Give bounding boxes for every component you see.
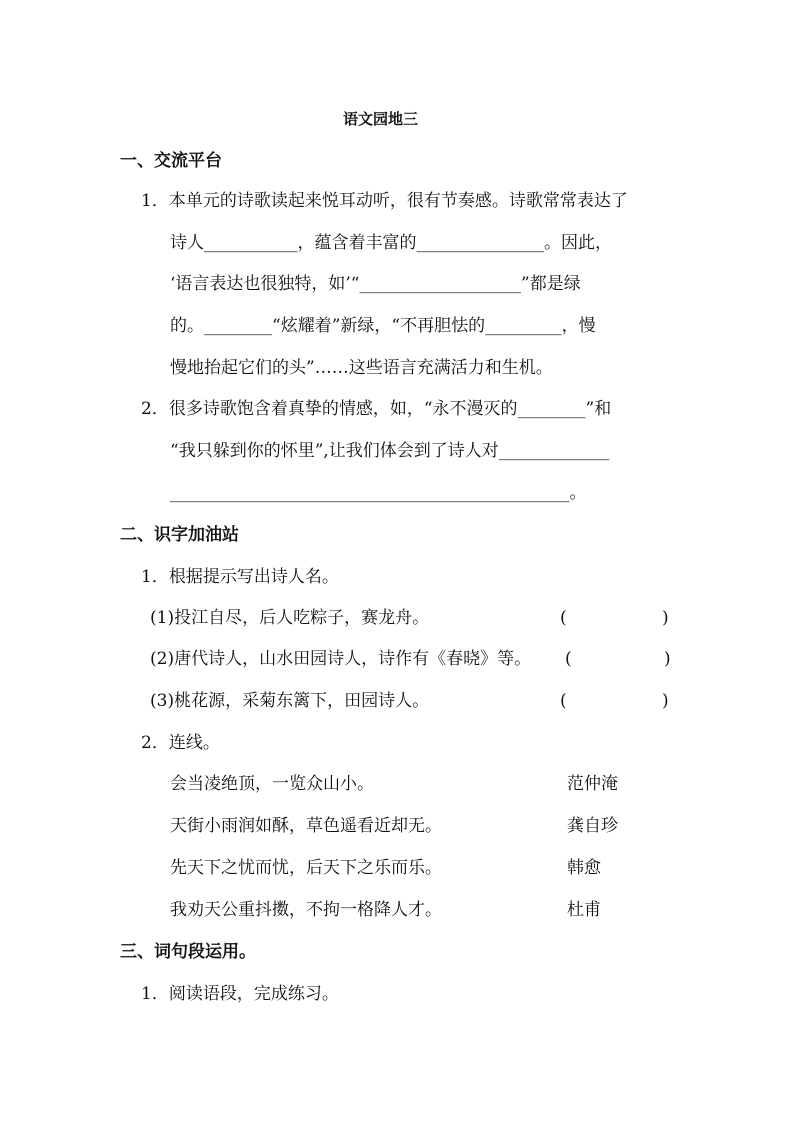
s3-q1-label: 1．阅读语段，完成练习。 xyxy=(141,984,339,1004)
poet-hint-2: (2)唐代诗人，山水田园诗人，诗作有《春晓》等。 xyxy=(150,649,532,669)
poet-hint-3: (3)桃花源，采菊东篱下，田园诗人。 xyxy=(150,691,430,711)
q1-line-5: 慢地抬起它们的头”……这些语言充满活力和生机。 xyxy=(170,358,553,378)
q1-line-3: ‘语言表达也很独特，如’“___________________”都是绿 xyxy=(170,274,581,294)
match-poet-1: 范仲淹 xyxy=(567,774,618,794)
section-heading-exchange: 一、交流平台 xyxy=(120,151,222,171)
answer-close-paren-1: ) xyxy=(662,608,669,628)
match-quote-2: 天街小雨润如酥，草色遥看近却无。 xyxy=(170,816,442,836)
q2-line-3: _______________________________________________。 xyxy=(170,483,587,503)
match-quote-3: 先天下之忧而忧，后天下之乐而乐。 xyxy=(170,858,442,878)
match-quote-1: 会当凌绝顶，一览众山小。 xyxy=(170,774,374,794)
match-poet-2: 龚自珍 xyxy=(567,816,618,836)
answer-open-paren-2: ( xyxy=(565,649,572,669)
s2-q1-label: 1．根据提示写出诗人名。 xyxy=(141,567,339,587)
poet-hint-1: (1)投江自尽，后人吃粽子，赛龙舟。 xyxy=(150,608,430,628)
match-quote-4: 我劝天公重抖擞，不拘一格降人才。 xyxy=(170,900,442,920)
q1-line-2: 诗人___________，蕴含着丰富的_______________。因此， xyxy=(170,233,612,253)
s2-q2-label: 2．连线。 xyxy=(141,733,220,753)
q2-line-1: 2．很多诗歌饱含着真挚的情感，如，“永不漫灭的________”和 xyxy=(141,399,612,419)
answer-close-paren-2: ) xyxy=(664,649,671,669)
match-poet-4: 杜甫 xyxy=(567,900,601,920)
match-poet-3: 韩愈 xyxy=(567,858,601,878)
answer-close-paren-3: ) xyxy=(662,691,669,711)
page-title: 语文园地三 xyxy=(343,110,419,128)
q1-line-4: 的。________“炫耀着”新绿，“不再胆怯的_________，慢 xyxy=(170,316,596,336)
answer-open-paren-3: ( xyxy=(560,691,567,711)
q2-line-2: “我只躲到你的怀里”,让我们体会到了诗人对_____________ xyxy=(170,441,610,461)
answer-open-paren-1: ( xyxy=(560,608,567,628)
q1-line-1: 1．本单元的诗歌读起来悦耳动听，很有节奏感。诗歌常常表达了 xyxy=(141,191,628,211)
section-heading-usage: 三、词句段运用。 xyxy=(120,942,256,962)
section-heading-literacy: 二、识字加油站 xyxy=(120,525,239,545)
